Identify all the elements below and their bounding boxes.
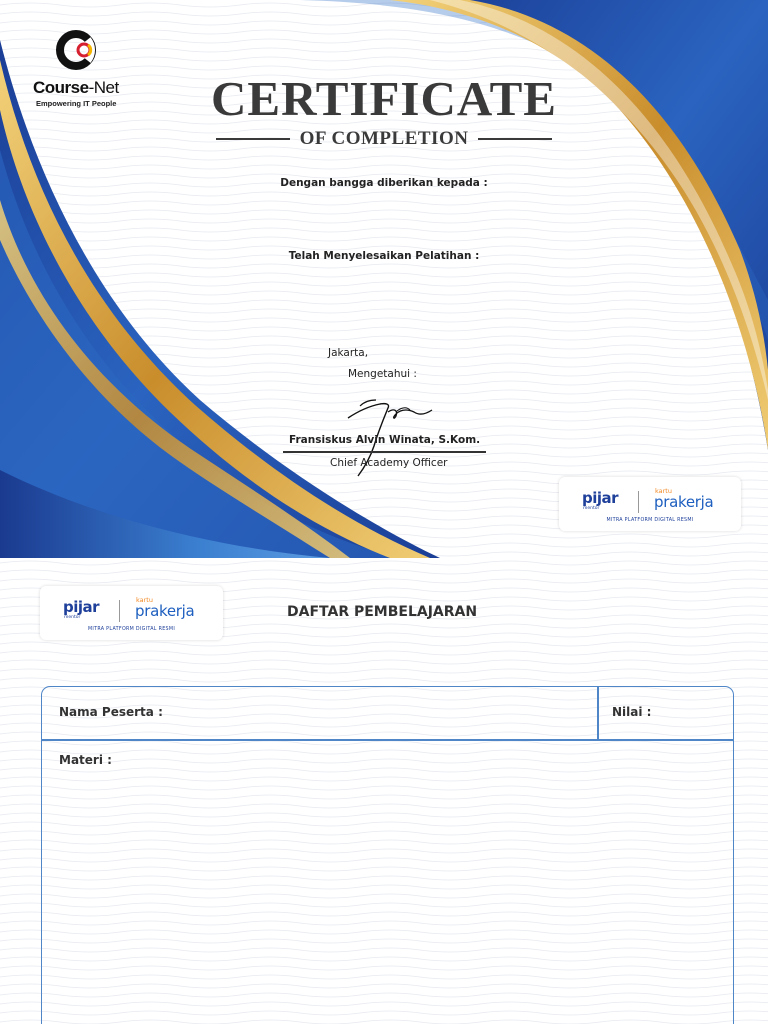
certificate-subtitle-row xyxy=(216,127,552,151)
kartu-label: kartu xyxy=(136,596,153,604)
subtitle-left-rule xyxy=(216,138,290,140)
signature-line xyxy=(283,451,486,453)
participant-name-label: Nama Peserta : xyxy=(59,705,163,719)
table-column-divider xyxy=(597,687,599,739)
certificate-title: CERTIFICATE xyxy=(211,71,557,126)
badge-caption: MITRA PLATFORM DIGITAL RESMI xyxy=(87,627,176,632)
learning-list-page xyxy=(0,558,768,1024)
kartu-label: kartu xyxy=(655,487,672,495)
city-label: Jakarta, xyxy=(328,347,369,359)
signer-name: Fransiskus Alvin Winata, S.Kom. xyxy=(289,434,481,446)
score-label: Nilai : xyxy=(612,705,652,719)
badge-divider xyxy=(638,491,639,513)
course-net-tagline: Empowering IT People xyxy=(36,99,117,108)
pijar-sublabel: mentor xyxy=(64,615,81,620)
learning-list-table xyxy=(41,686,734,1024)
certificate-subtitle: OF COMPLETION xyxy=(299,128,469,149)
course-net-logo-mark xyxy=(54,28,98,72)
pijar-logo: pijar xyxy=(63,598,100,616)
completed-training-label: Telah Menyelesaikan Pelatihan : xyxy=(288,250,480,262)
subtitle-right-rule xyxy=(478,138,552,140)
pijar-prakerja-badge xyxy=(40,586,223,640)
learning-list-title: DAFTAR PEMBELAJARAN xyxy=(287,604,478,620)
badge-divider xyxy=(119,600,120,622)
course-net-wordmark-main: Course xyxy=(33,78,89,97)
material-label: Materi : xyxy=(59,753,112,767)
badge-caption: MITRA PLATFORM DIGITAL RESMI xyxy=(606,518,694,523)
prakerja-logo: prakerja xyxy=(135,602,195,620)
given-to-label: Dengan bangga diberikan kepada : xyxy=(280,177,488,189)
signer-role: Chief Academy Officer xyxy=(330,457,448,469)
pijar-sublabel: mentor xyxy=(583,506,600,511)
prakerja-logo: prakerja xyxy=(654,493,714,511)
pijar-prakerja-badge xyxy=(559,477,741,531)
pijar-logo: pijar xyxy=(582,489,619,507)
acknowledged-label: Mengetahui : xyxy=(348,368,417,380)
table-header-divider xyxy=(42,739,733,741)
course-net-wordmark-accent: -Net xyxy=(88,78,119,97)
